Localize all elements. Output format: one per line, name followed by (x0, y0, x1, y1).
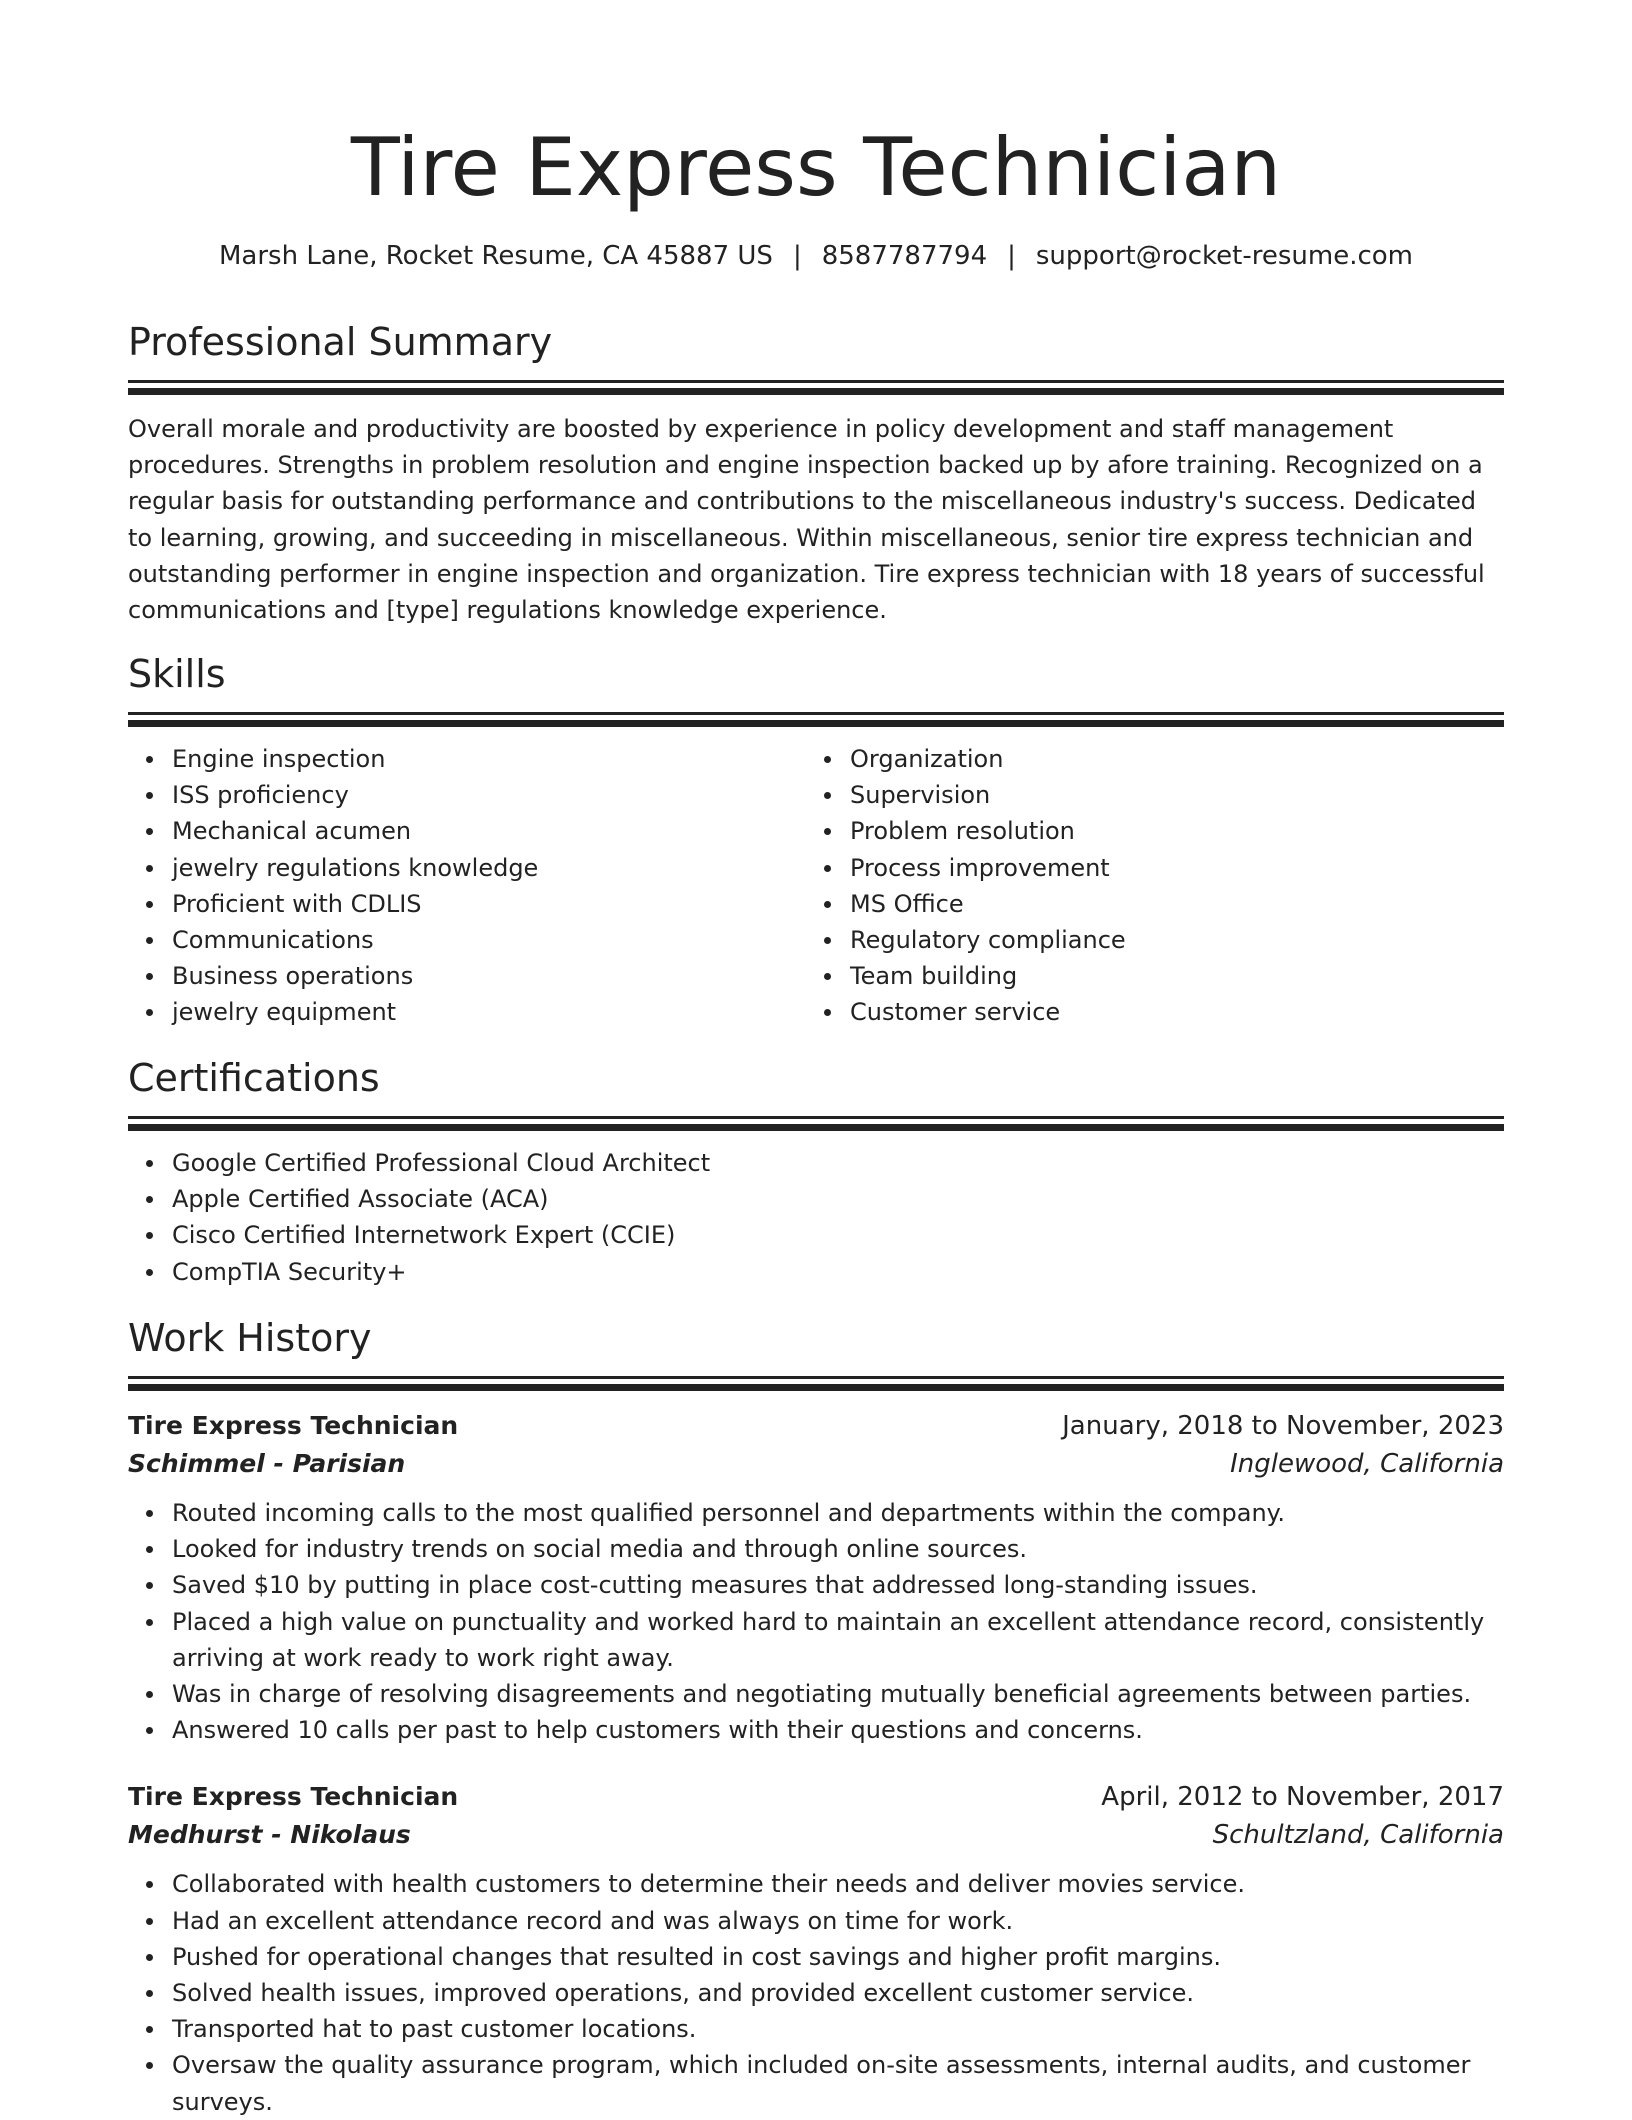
job-entry (128, 1778, 1504, 2119)
job-bullets (128, 1495, 1504, 1748)
resume-name: Tire Express Technician (350, 121, 1282, 214)
skill-item: ISS proficiency (172, 777, 806, 813)
certification-item: Cisco Certified Internetwork Expert (CCIE) (172, 1217, 1504, 1253)
section-rule-thick (128, 388, 1504, 395)
skill-item: Mechanical acumen (172, 813, 806, 849)
skill-item: Engine inspection (172, 741, 806, 777)
section-rule (128, 1376, 1504, 1379)
job-bullet: Solved health issues, improved operations, and provided excellent customer service. (172, 1975, 1504, 2011)
certifications-section (128, 1054, 1504, 1290)
certification-item: Google Certified Professional Cloud Architect (172, 1145, 1504, 1181)
work-history-section (128, 1314, 1504, 2120)
job-bullet: Placed a high value on punctuality and worked hard to maintain an excellent attendance record, consistently arriving at work ready to work right away. (172, 1604, 1504, 1676)
job-company: Medhurst - Nikolaus (128, 1820, 411, 1850)
job-bullet: Oversaw the quality assurance program, which included on-site assessments, internal audits, and customer surveys. (172, 2047, 1504, 2119)
job-location: Inglewood, California (1230, 1449, 1504, 1479)
job-bullet: Pushed for operational changes that resulted in cost savings and higher profit margins. (172, 1939, 1504, 1975)
job-entry (128, 1407, 1504, 1748)
job-bullet: Saved $10 by putting in place cost-cutting measures that addressed long-standing issues. (172, 1567, 1504, 1603)
job-bullet: Answered 10 calls per past to help customers with their questions and concerns. (172, 1712, 1504, 1748)
skill-item: Process improvement (850, 850, 1484, 886)
section-title: Certifications (128, 1056, 380, 1100)
certification-item: Apple Certified Associate (ACA) (172, 1181, 1504, 1217)
job-subheader (128, 1816, 1504, 1854)
job-bullet: Looked for industry trends on social media and through online sources. (172, 1531, 1504, 1567)
skills-left-list (128, 741, 806, 1031)
skill-item: Supervision (850, 777, 1484, 813)
contact-address: Marsh Lane, Rocket Resume, CA 45887 US (219, 241, 773, 271)
certifications-list (128, 1145, 1504, 1290)
job-bullet: Routed incoming calls to the most qualified personnel and departments within the company. (172, 1495, 1504, 1531)
skill-item: Business operations (172, 958, 806, 994)
skill-item: Customer service (850, 994, 1484, 1030)
section-title: Skills (128, 652, 226, 696)
job-bullet: Was in charge of resolving disagreements and negotiating mutually beneficial agreements between parties. (172, 1676, 1504, 1712)
certification-item: CompTIA Security+ (172, 1254, 1504, 1290)
job-bullet: Transported hat to past customer locations. (172, 2011, 1504, 2047)
skill-item: Organization (850, 741, 1484, 777)
skill-item: MS Office (850, 886, 1484, 922)
skills-section (128, 650, 1504, 1031)
section-title: Professional Summary (128, 320, 553, 364)
contact-email: support@rocket-resume.com (1035, 241, 1413, 271)
section-title: Work History (128, 1316, 372, 1360)
section-rule (128, 380, 1504, 383)
section-rule-thick (128, 720, 1504, 727)
skill-item: Team building (850, 958, 1484, 994)
summary-section (128, 318, 1504, 628)
contact-separator: | (1007, 241, 1016, 271)
contact-phone: 8587787794 (821, 241, 988, 271)
job-bullets (128, 1866, 1504, 2119)
skills-columns (128, 727, 1504, 1031)
job-bullet: Collaborated with health customers to determine their needs and deliver movies service. (172, 1866, 1504, 1902)
job-company: Schimmel - Parisian (128, 1449, 406, 1478)
section-rule (128, 1116, 1504, 1119)
job-subheader (128, 1445, 1504, 1483)
skill-item: Communications (172, 922, 806, 958)
job-location: Schultzland, California (1212, 1820, 1504, 1851)
skill-item: Problem resolution (850, 813, 1484, 849)
section-rule-thick (128, 1124, 1504, 1131)
contact-separator: | (792, 241, 802, 271)
skill-item: Proficient with CDLIS (172, 886, 806, 922)
job-header (128, 1407, 1504, 1445)
job-bullet: Had an excellent attendance record and was always on time for work. (172, 1903, 1504, 1939)
job-dates: April, 2012 to November, 2017 (1101, 1782, 1504, 1813)
job-title: Tire Express Technician (128, 1411, 459, 1440)
skill-item: Regulatory compliance (850, 922, 1484, 958)
section-rule (128, 712, 1504, 715)
job-dates: January, 2018 to November, 2023 (1062, 1411, 1504, 1441)
contact-line (128, 238, 1504, 274)
summary-text: Overall morale and productivity are boosted by experience in policy development and staff management procedures. Strengths in problem resolution and engine inspection backed up by afore training. Recognized on a regular basis for outstanding performance and contributions to the miscellaneous industry's success. Dedicated to learning, growing, and succeeding in miscellaneous. Within miscellaneous, senior tire express technician and outstanding performer in engine inspection and organization. Tire express technician with 18 years of successful communications and [type] regulations knowledge experience. (128, 415, 1485, 625)
skill-item: jewelry equipment (172, 994, 806, 1030)
job-title: Tire Express Technician (128, 1782, 459, 1812)
job-header (128, 1778, 1504, 1816)
skill-item: jewelry regulations knowledge (172, 850, 806, 886)
skills-right-list (806, 741, 1484, 1031)
section-rule-thick (128, 1384, 1504, 1391)
